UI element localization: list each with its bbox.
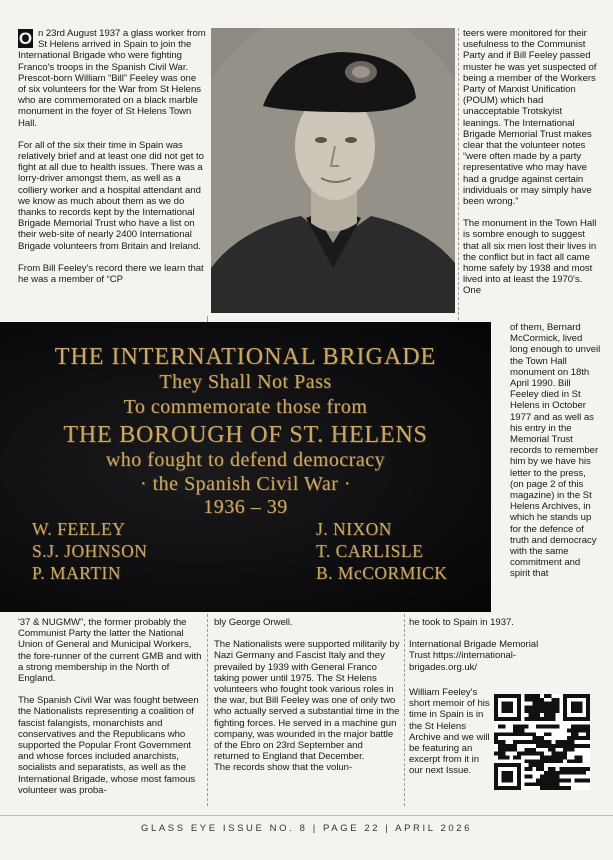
portrait-photo [211,28,455,313]
plaque-name: J. NIXON [316,519,392,539]
paragraph: The Nationalists were supported militarily by Nazi Germany and Fascist Italy and they prevailed by 1939 with General Franco taking power until 1975. The St Helens volunteers who fought took various roles in the war, but Bill Feeley was one of only two who actually served a substantial time in the fighting forces. He served in a machine gun company, was wounded in the major battle of the Ebro on 23rd September and returned to England that December. [214,639,400,763]
memorial-plaque-photo [0,322,491,612]
plaque-line: who fought to defend democracy [105,449,386,471]
paragraph: The records show that the volun- [214,762,353,774]
article-column-3 [463,28,601,297]
plaque-name: P. MARTIN [32,563,122,583]
article-column-3-lower [409,617,601,673]
paragraph: '37 & NUGMW”, the former probably the Communist Party the latter the National Union of General and Municipal Workers, the fore-runner of the current GMB and with a strong membership in the North of England. [18,617,202,685]
paragraph: From Bill Feeley's record there we learn that he was a member of “CP [18,262,204,286]
plaque-name: S.J. JOHNSON [32,541,148,561]
plaque-line: THE BOROUGH OF ST. HELENS [63,422,428,448]
intro-paragraph: O n 23rd August 1937 a glass worker from St Helens arrived in Spain to join the International Brigade who were fighting Franco's troops in the Spanish Civil War. Prescot-born William “Bill” Feeley was one of six volunteers for the War from St Helens who are commemorated on a black marble monument in the foyer of St Helens Town Hall. [18,28,206,129]
paragraph: teers were monitored for their usefulness to the Communist Party and if Bill Feeley passed muster he was yet suspected of being a member of the Workers Party of Marxist Unification (POUM) which had unacceptable Trotskyist leanings. The International Brigade Memorial Trust makes clear that the volunteer notes “were often made by a party representative who may have had a grudge against certain individuals or may simply have been wrong.” [463,28,597,208]
plaque-line: · the Spanish Civil War · [139,473,352,495]
article-column-3-narrow [510,322,601,580]
paragraph: bly George Orwell. [214,617,293,628]
paragraph: William Feeley's short memoir of his time in Spain is in the St Helens Archive and we will be featuring an excerpt from it in our next Issue. [409,687,490,777]
article-column-1-lower [18,617,203,796]
plaque-line: To commemorate those from [123,396,368,418]
plaque-line: THE INTERNATIONAL BRIGADE [54,344,437,370]
drop-cap: O [18,29,33,48]
paragraph: The monument in the Town Hall is sombre enough to suggest that all six men lost their lives in the conflict but in fact all came home safely by 1938 and most lived into at least the 1970's. One [463,218,597,297]
memoir-note [409,687,491,777]
column-divider [458,28,459,320]
paragraph: of them, Bernard McCormick, lived long enough to unveil the Town Hall monument on 18th April 1990. Bill Feeley died in St Helens in October 1977 and as well as his entry in the Memorial Trust records to remember him by we have his letter to the press, (on page 2 of this magazine) in the St Helens Archives, in which he stands up for the defence of truth and democracy with the same commitment and spirit that [510,322,601,580]
plaque-line: They Shall Not Pass [159,371,332,393]
paragraph: he took to Spain in 1937. [409,617,514,628]
qr-code-icon [494,694,590,790]
qr-code[interactable] [494,694,590,790]
source-link[interactable]: International Brigade Memorial Trust https://international-brigades.org.uk/ [409,639,539,673]
column-divider [404,614,405,806]
plaque-line: 1936 – 39 [203,496,288,518]
plaque-name: W. FEELEY [32,519,126,539]
portrait-icon [211,28,455,313]
article-column-1 [18,28,206,285]
article-column-2-lower [214,617,400,774]
plaque-name: T. CARLISLE [316,541,424,561]
page-footer: GLASS EYE ISSUE NO. 8 | PAGE 22 | APRIL 2026 [140,823,473,834]
footer-divider [0,815,613,816]
plaque-name: B. McCORMICK [316,563,448,583]
column-divider [207,614,208,806]
paragraph: For all of the six their time in Spain was relatively brief and at least one did not get to fight at all due to health issues. There was a lorry-driver amongst them, as well as a colliery worker and a hospital attendant and we know as much about them as we do thanks to records kept by the International Brigade Memorial Trust who have a list on their web-site of nearly 2400 International Brigade volunteers from Britain and Ireland. [18,139,204,252]
paragraph: The Spanish Civil War was fought between the Nationalists representing a coalition of fascist falangists, monarchists and conservatives and the Republicans who supported the Popular Front Government and whose forces included anarchists, socialists and separatists, as well as the International Brigade, whose most famous volunteer was proba- [18,695,199,796]
